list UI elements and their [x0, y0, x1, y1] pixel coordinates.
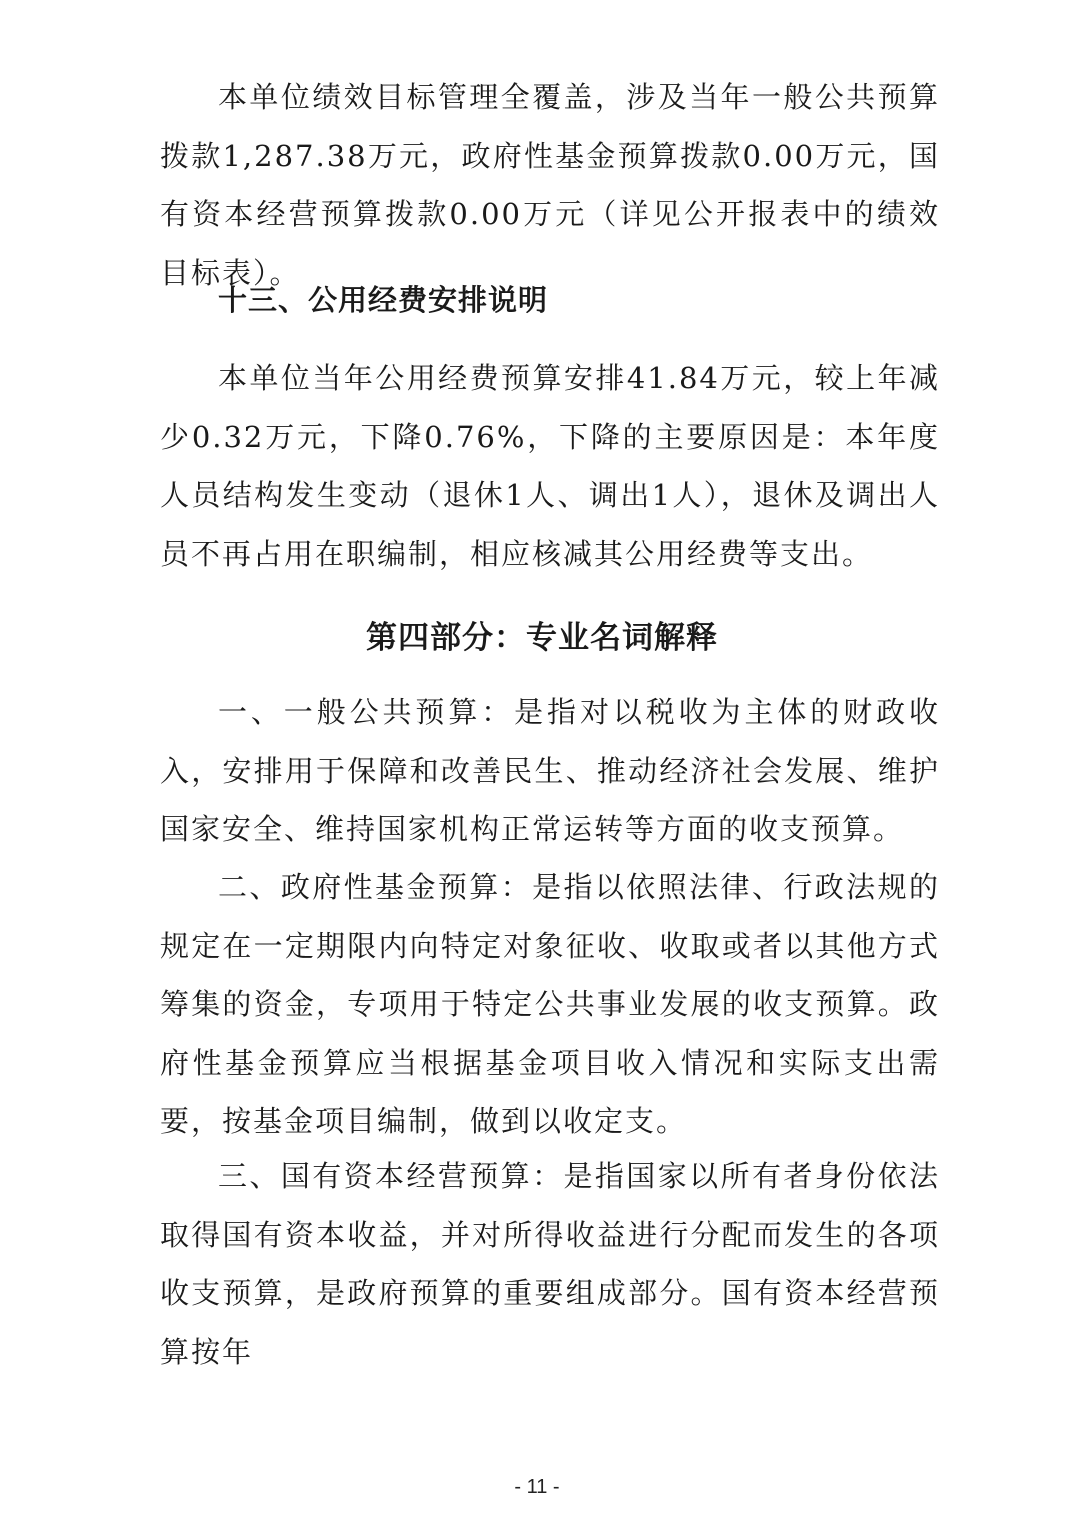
term-government-fund-budget: 二、政府性基金预算：是指以依照法律、行政法规的规定在一定期限内向特定对象征收、收取或者以其他方式筹集的资金，专项用于特定公共事业发展的收支预算。政府性基金预算应当根据基金项目收入情况和实际支出需要，按基金项目编制，做到以收定支。	[160, 870, 940, 1138]
section-13-heading: 十三、公用经费安排说明	[218, 283, 549, 317]
term-general-public-budget: 一、一般公共预算：是指对以税收为主体的财政收入，安排用于保障和改善民生、推动经济社会发展、维护国家安全、维持国家机构正常运转等方面的收支预算。	[160, 695, 940, 846]
term-state-capital-budget: 三、国有资本经营预算：是指国家以所有者身份依法取得国有资本收益，并对所得收益进行分配而发生的各项收支预算，是政府预算的重要组成部分。国有资本经营预算按年	[160, 1159, 940, 1369]
performance-target-paragraph: 本单位绩效目标管理全覆盖，涉及当年一般公共预算拨款1,287.38万元，政府性基金预算拨款0.00万元，国有资本经营预算拨款0.00万元（详见公开报表中的绩效目标表）。	[160, 80, 940, 290]
part-4-title: 第四部分：专业名词解释	[366, 620, 718, 656]
page-number: - 11 -	[514, 1476, 560, 1498]
section-13-body: 本单位当年公用经费预算安排41.84万元，较上年减少0.32万元，下降0.76%，下降的主要原因是：本年度人员结构发生变动（退休1人、调出1人），退休及调出人员不再占用在职编制，相应核减其公用经费等支出。	[160, 361, 940, 571]
